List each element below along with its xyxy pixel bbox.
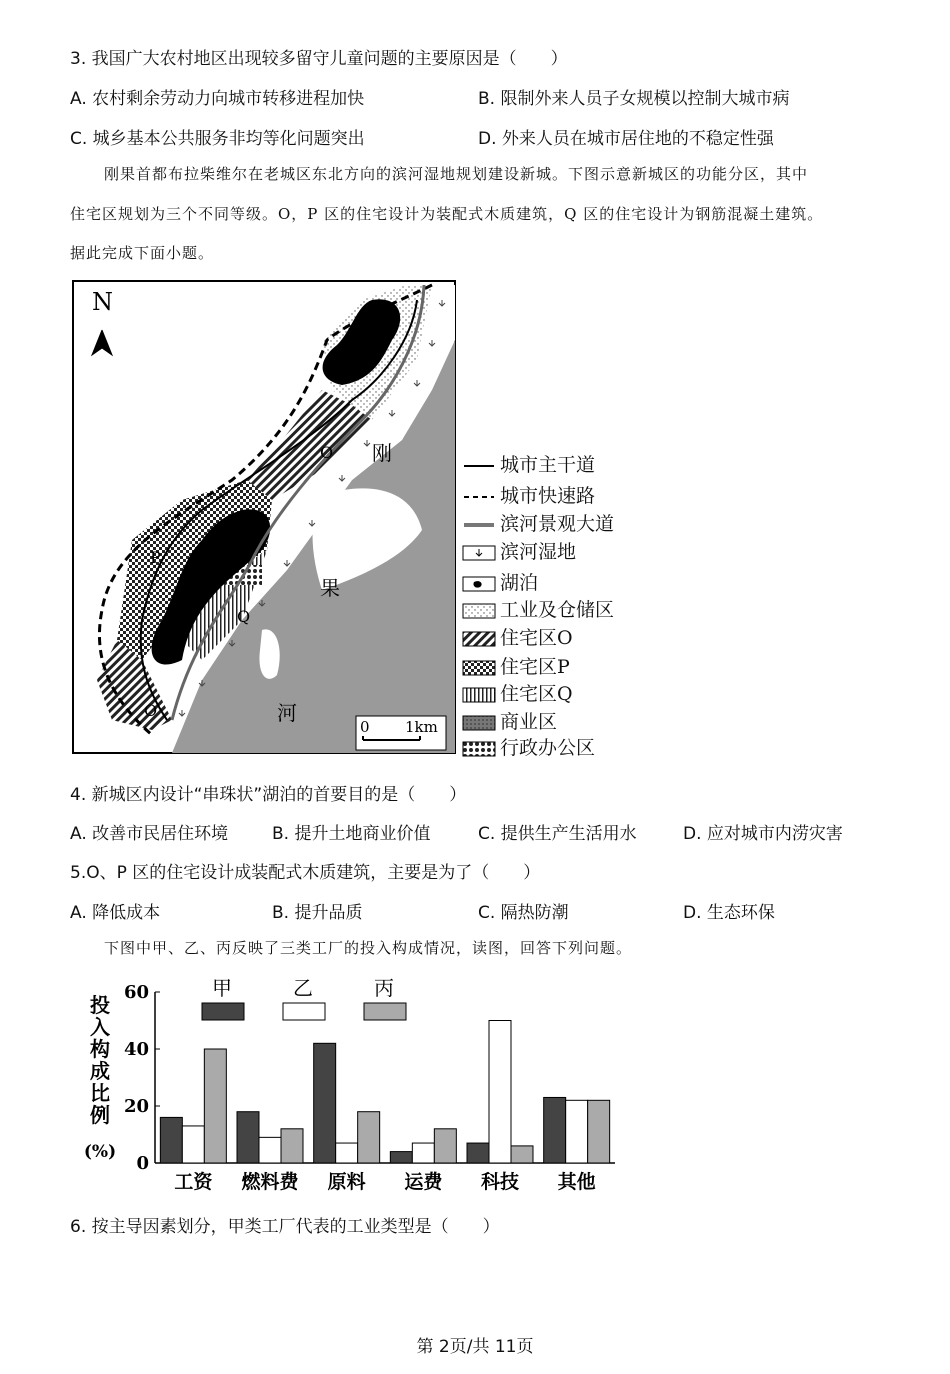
y-axis-unit: (%) bbox=[83, 1142, 117, 1162]
legend-industry: 工业及仓储区 bbox=[462, 595, 614, 619]
y-axis-label-char: 例 bbox=[90, 1103, 110, 1127]
x-tick-label: 工资 bbox=[174, 1171, 213, 1193]
river-label-gang: 刚 bbox=[372, 441, 392, 465]
river-label-guo: 果 bbox=[320, 576, 340, 600]
north-arrow-label: N bbox=[92, 288, 113, 316]
q4-stem: 4. 新城区内设计“串珠状”湖泊的首要目的是（ ） bbox=[70, 785, 467, 805]
q5-option-a: A. 降低成本 bbox=[70, 903, 161, 923]
bar bbox=[390, 1152, 412, 1163]
q4-option-a: A. 改善市民居住环境 bbox=[70, 824, 229, 844]
passage2: 下图中甲、乙、丙反映了三类工厂的投入构成情况，读图，回答下列问题。 bbox=[104, 939, 633, 957]
passage1-line1: 刚果首都布拉柴维尔在老城区东北方向的滨河湿地规划建设新城。下图示意新城区的功能分区，其中 bbox=[104, 165, 809, 183]
legend-label: 甲 bbox=[212, 976, 232, 1000]
y-axis-label-char: 入 bbox=[90, 1015, 110, 1039]
bar bbox=[358, 1112, 380, 1163]
legend-admin: 行政办公区 bbox=[462, 733, 595, 757]
page-footer: 第 2页/共 11页 bbox=[416, 1337, 534, 1357]
legend-main-road: 城市主干道 bbox=[500, 454, 596, 476]
chart-legend bbox=[202, 976, 406, 1020]
y-axis-label-char: 构 bbox=[90, 1037, 110, 1061]
q5-option-d: D. 生态环保 bbox=[683, 903, 775, 923]
legend-wetland: 滨河湿地 bbox=[462, 537, 576, 561]
city-zoning-map bbox=[72, 280, 456, 754]
x-tick-label: 燃料费 bbox=[241, 1171, 299, 1193]
bar bbox=[434, 1129, 456, 1163]
chart-bars bbox=[160, 1021, 609, 1164]
bar bbox=[237, 1112, 259, 1163]
q4-option-d: D. 应对城市内涝灾害 bbox=[683, 824, 843, 844]
legend-swatch bbox=[283, 1003, 325, 1020]
zone-label-p: P bbox=[150, 548, 161, 567]
legend-swatch bbox=[202, 1003, 244, 1020]
bar bbox=[544, 1097, 566, 1163]
q3-stem: 3. 我国广大农村地区出现较多留守儿童问题的主要原因是（ ） bbox=[70, 49, 568, 69]
legend-commercial: 商业区 bbox=[462, 707, 557, 731]
bar bbox=[588, 1100, 610, 1163]
legend-residential-o: 住宅区O bbox=[462, 623, 573, 647]
q6-stem: 6. 按主导因素划分，甲类工厂代表的工业类型是（ ） bbox=[70, 1217, 500, 1237]
bar bbox=[259, 1137, 281, 1163]
bar bbox=[467, 1143, 489, 1163]
y-tick-label: 60 bbox=[123, 982, 149, 1003]
legend-label: 丙 bbox=[374, 976, 394, 1000]
q3-option-b: B. 限制外来人员子女规模以控制大城市病 bbox=[478, 89, 790, 109]
q5-option-c: C. 隔热防潮 bbox=[478, 903, 569, 923]
y-tick-label: 0 bbox=[136, 1153, 149, 1174]
x-tick-label: 其他 bbox=[557, 1171, 596, 1193]
legend-lake: 湖泊 bbox=[462, 568, 538, 592]
legend-riverside-avenue: 滨河景观大道 bbox=[500, 513, 615, 535]
x-tick-label: 原料 bbox=[327, 1171, 366, 1193]
x-tick-label: 运费 bbox=[404, 1171, 443, 1193]
legend-label: 乙 bbox=[293, 976, 313, 1000]
passage1-line2: 住宅区规划为三个不同等级。O，P 区的住宅设计为装配式木质建筑，Q 区的住宅设计为钢筋混凝土建筑。 bbox=[70, 205, 824, 223]
q4-option-b: B. 提升土地商业价值 bbox=[272, 824, 431, 844]
chart-y-axis-label bbox=[84, 993, 116, 1162]
bar bbox=[182, 1126, 204, 1163]
bar bbox=[204, 1049, 226, 1163]
bar bbox=[511, 1146, 533, 1163]
bar bbox=[566, 1100, 588, 1163]
zone-label-q: Q bbox=[237, 607, 251, 626]
bar bbox=[314, 1043, 336, 1163]
bar bbox=[412, 1143, 434, 1163]
q3-option-a: A. 农村剩余劳动力向城市转移进程加快 bbox=[70, 89, 365, 109]
input-structure-bar-chart bbox=[80, 970, 640, 1200]
y-axis-label-char: 投 bbox=[90, 993, 110, 1017]
y-axis-label-char: 比 bbox=[90, 1081, 110, 1105]
x-tick-label: 科技 bbox=[480, 1171, 520, 1193]
bar bbox=[281, 1129, 303, 1163]
legend-residential-p: 住宅区P bbox=[462, 652, 570, 676]
legend-residential-q: 住宅区Q bbox=[462, 679, 573, 703]
y-tick-label: 20 bbox=[123, 1096, 149, 1117]
bar bbox=[489, 1021, 511, 1164]
y-axis-label-char: 成 bbox=[90, 1059, 110, 1083]
q3-option-d: D. 外来人员在城市居住地的不稳定性强 bbox=[478, 129, 774, 149]
passage1-line3: 据此完成下面小题。 bbox=[70, 244, 215, 262]
q5-option-b: B. 提升品质 bbox=[272, 903, 363, 923]
q5-stem: 5.O、P 区的住宅设计成装配式木质建筑，主要是为了（ ） bbox=[70, 863, 541, 883]
scale-distance: 1km bbox=[405, 718, 438, 736]
bar bbox=[160, 1117, 182, 1163]
q4-option-c: C. 提供生产生活用水 bbox=[478, 824, 637, 844]
q3-option-c: C. 城乡基本公共服务非均等化问题突出 bbox=[70, 129, 365, 149]
scale-zero: 0 bbox=[360, 718, 370, 736]
zone-label-o-lower: O bbox=[144, 701, 158, 720]
bar bbox=[336, 1143, 358, 1163]
zone-label-o-upper: O bbox=[320, 443, 334, 462]
legend-expressway: 城市快速路 bbox=[500, 485, 596, 507]
y-tick-label: 40 bbox=[123, 1039, 149, 1060]
legend-swatch bbox=[364, 1003, 406, 1020]
river-label-he: 河 bbox=[277, 701, 297, 725]
